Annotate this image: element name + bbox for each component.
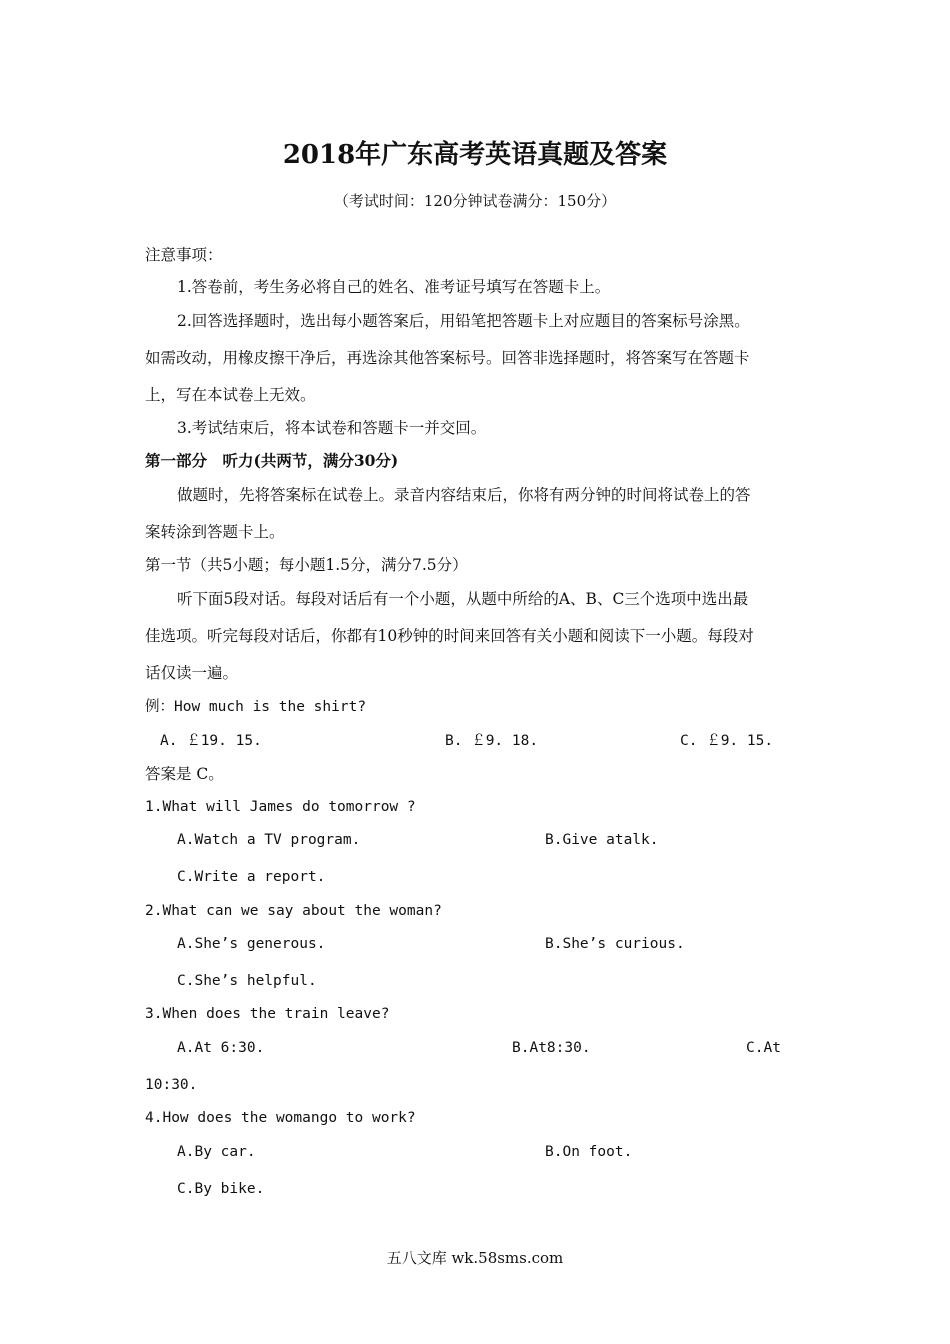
question-2-option-a: A.She’s generous. [177,936,326,952]
question-3-option-b: B.At8:30. [512,1040,591,1056]
question-4-option-a: A.By car. [177,1144,256,1160]
question-4-option-b: B.On foot. [545,1144,633,1160]
example-question: 例：How much is the shirt? [145,699,367,715]
part1-intro-line-1: 做题时，先将答案标在试卷上。录音内容结束后，你将有两分钟的时间将试卷上的答 [177,486,751,504]
question-1-option-c: C.Write a report. [177,869,326,885]
question-1: 1.What will James do tomorrow ? [145,799,416,815]
exam-info-subtitle: （考试时间：120分钟试卷满分：150分） [333,192,617,210]
question-4-option-c: C.By bike. [177,1181,265,1197]
question-1-option-b: B.Give atalk. [545,832,659,848]
question-4: 4.How does the womango to work? [145,1110,416,1126]
question-3-option-c-continued: 10:30. [145,1077,198,1093]
notice-item-2-line-1: 2.回答选择题时，选出每小题答案后，用铅笔把答题卡上对应题目的答案标号涂黑。 [177,312,750,330]
example-option-a: A. ￡19. 15. [160,733,262,749]
notice-item-2-line-3: 上，写在本试卷上无效。 [145,386,316,404]
part1-intro-line-2: 案转涂到答题卡上。 [145,523,285,541]
notice-item-3: 3.考试结束后，将本试卷和答题卡一并交回。 [177,419,487,437]
section1-instructions-line-1: 听下面5段对话。每段对话后有一个小题，从题中所给的A、B、C三个选项中选出最 [177,590,749,608]
question-3-option-a: A.At 6:30. [177,1040,265,1056]
page-footer-watermark: 五八文库 wk.58sms.com [386,1249,564,1267]
question-3-option-c: C.At [746,1040,781,1056]
section1-instructions-line-3: 话仅读一遍。 [145,664,239,682]
question-2-option-b: B.She’s curious. [545,936,685,952]
section1-heading: 第一节（共5小题；每小题1.5分，满分7.5分） [145,556,468,574]
example-option-b: B. ￡9. 18. [445,733,539,749]
question-2-option-c: C.She’s helpful. [177,973,317,989]
question-2: 2.What can we say about the woman? [145,903,442,919]
example-option-c: C. ￡9. 15. [680,733,774,749]
notice-item-2-line-2: 如需改动，用橡皮擦干净后，再选涂其他答案标号。回答非选择题时，将答案写在答题卡 [145,349,750,367]
question-1-option-a: A.Watch a TV program. [177,832,361,848]
section1-instructions-line-2: 佳选项。听完每段对话后，你都有10秒钟的时间来回答有关小题和阅读下一小题。每段对 [145,627,754,645]
page-title: 2018年广东高考英语真题及答案 [282,140,668,170]
notice-item-1: 1.答卷前，考生务必将自己的姓名、准考证号填写在答题卡上。 [177,278,611,296]
part1-heading: 第一部分 听力(共两节，满分30分) [145,451,399,470]
example-answer: 答案是 C。 [145,765,224,783]
notice-heading: 注意事项： [145,246,223,264]
question-3: 3.When does the train leave? [145,1006,390,1022]
